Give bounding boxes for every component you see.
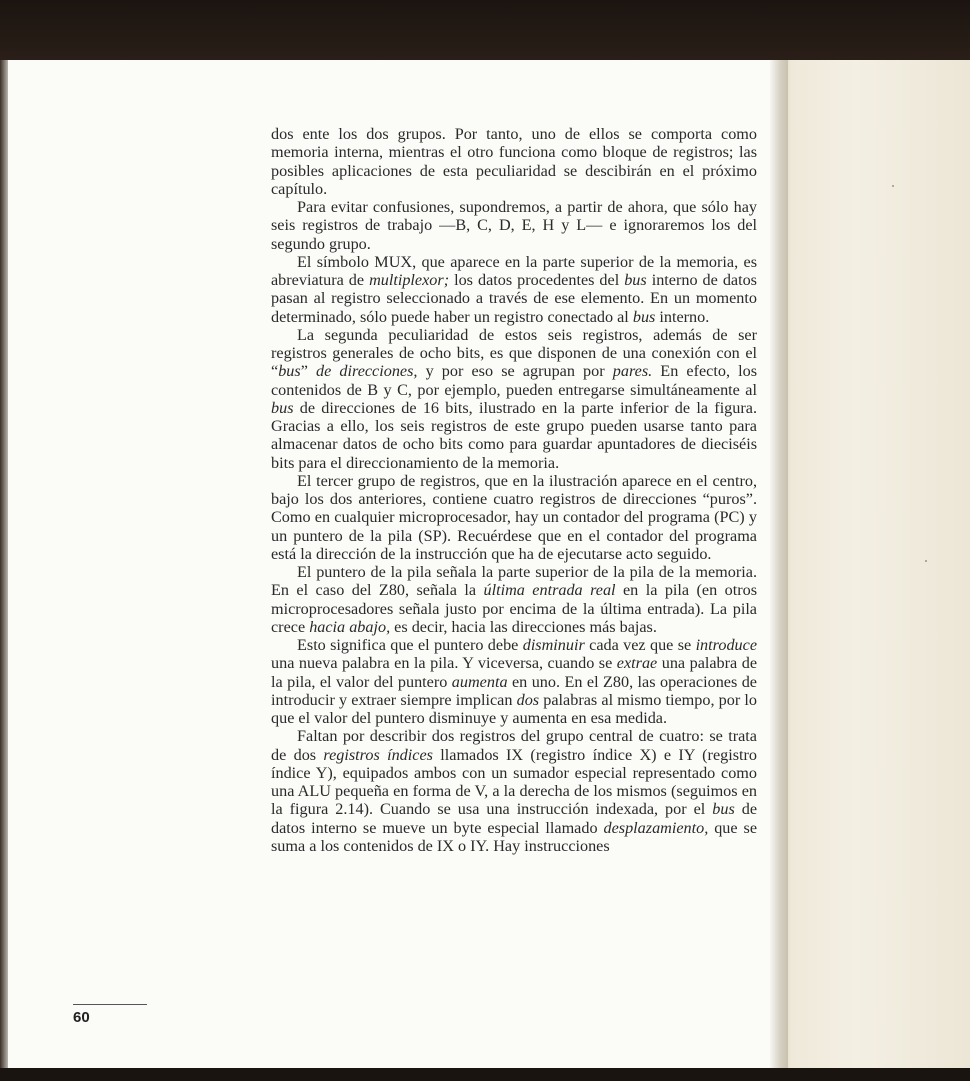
- paragraph: [271, 636, 757, 727]
- text-run: La segunda peculiaridad de estos seis registros, además de ser registros generales de ocho bits, es que disponen de una conexión con el “: [271, 325, 757, 381]
- italic-text: disminuir: [522, 636, 585, 654]
- text-run: Esto significa que el puntero debe: [297, 636, 523, 654]
- text-run: de direcciones de 16 bits, ilustrado en la parte inferior de la figura. Gracias a ello, los seis registros de este grupo pueden usarse tanto para almacenar datos de ocho bits como para guardar apuntadores de dieciséis bits para el direccionamiento de la memoria.: [271, 398, 757, 472]
- paper-speck: [925, 560, 927, 562]
- italic-text: multiplexor;: [369, 271, 450, 289]
- italic-text: introduce: [695, 636, 758, 654]
- italic-text: bus: [278, 362, 301, 381]
- body-text: [271, 125, 757, 855]
- italic-text: bus: [271, 398, 294, 417]
- italic-text: hacia abajo,: [309, 617, 391, 636]
- text-run: y por eso se agrupan por: [417, 362, 613, 381]
- paragraph: [271, 472, 757, 563]
- italic-text: bus: [632, 307, 656, 326]
- page-number: 60: [73, 1009, 90, 1026]
- italic-text: última entrada real: [483, 581, 616, 600]
- text-run: El tercer grupo de registros, que en la ilustración aparece en el centro, bajo los dos anteriores, contiene cuatro registros de direcciones “puros”. Como en cualquier microprocesador, hay un contador del programa (PC) y un puntero de la pila (SP). Recuérdese que en el contador del programa está la dirección de la instrucción que ha de ejecutarse acto seguido.: [271, 471, 757, 563]
- folio-rule: [73, 1004, 147, 1005]
- text-run: En efecto, los contenidos de B y C, por ejemplo, pueden entregarse simultáneamente al: [271, 362, 758, 399]
- scan-background-top: [0, 0, 970, 62]
- italic-text: desplazamiento,: [603, 818, 709, 837]
- italic-text: registros índices: [323, 745, 433, 764]
- paragraph: [271, 198, 757, 253]
- text-run: cada vez que se: [584, 636, 696, 654]
- text-run: El puntero de la pila señala la parte superior de la pila de la memoria. En el caso del Z80, señala la: [271, 563, 757, 600]
- italic-text: extrae: [616, 654, 658, 673]
- text-run: ”: [300, 362, 316, 381]
- paragraph: [271, 253, 757, 326]
- text-run: los datos procedentes del: [449, 271, 625, 289]
- text-run: Para evitar confusiones, supondremos, a partir de ahora, que sólo hay seis registros de trabajo —B, C, D, E, H y L— e ignoraremos los del segundo grupo.: [271, 198, 757, 253]
- paragraph: [271, 563, 757, 636]
- paragraph: [271, 326, 757, 472]
- scan-background-bottom: [0, 1068, 970, 1081]
- text-run: en uno. En el Z80, las operaciones de introducir y extraer siempre implican: [271, 672, 757, 709]
- text-run: que se suma a los contenidos de IX o IY. Hay instrucciones: [271, 818, 758, 855]
- paragraph: [271, 727, 757, 855]
- paper-speck: [892, 185, 894, 187]
- text-run: una palabra de la pila, el valor del puntero: [271, 654, 758, 691]
- book-gutter: [770, 60, 788, 1070]
- paragraph: [271, 125, 757, 198]
- text-run: es decir, hacia las direcciones más bajas.: [390, 617, 657, 636]
- italic-text: bus: [624, 271, 647, 289]
- text-run: Faltan por describir dos registros del grupo central de cuatro: se trata de dos: [271, 727, 757, 764]
- text-run: dos ente los dos grupos. Por tanto, uno de ellos se comporta como memoria interna, mientras el otro funciona como bloque de registros; las posibles aplicaciones de esta peculiaridad se descibirán en el próximo capítulo.: [271, 125, 757, 198]
- text-run: en la pila (en otros microprocesadores señala justo por encima de la última entrada). La pila crece: [271, 581, 758, 636]
- text-run: palabras al mismo tiempo, por lo que el valor del puntero disminuye y aumenta en esa medida.: [271, 690, 757, 727]
- text-run: interno.: [655, 307, 710, 326]
- text-run: de datos interno se mueve un byte especial llamado: [271, 800, 757, 837]
- text-run: interno de datos pasan al registro seleccionado a través de ese elemento. En un momento determinado, sólo puede haber un registro conectado al: [271, 271, 757, 326]
- italic-text: dos: [516, 690, 540, 709]
- italic-text: de direcciones,: [316, 362, 418, 381]
- italic-text: bus: [712, 800, 735, 819]
- text-run: una nueva palabra en la pila. Y viceversa, cuando se: [271, 654, 617, 673]
- italic-text: aumenta: [451, 672, 508, 691]
- text-run: El símbolo MUX, que aparece en la parte superior de la memoria, es abreviatura de: [271, 252, 757, 289]
- italic-text: pares.: [612, 362, 653, 381]
- text-run: llamados IX (registro índice X) e IY (registro índice Y), equipados ambos con un sumador especial representado como una ALU pequeña en forma de V, a la derecha de los mismos (seguimos en la figura 2.14). Cuando se usa una instrucción indexada, por el: [271, 745, 758, 819]
- facing-page-edge: [780, 60, 970, 1070]
